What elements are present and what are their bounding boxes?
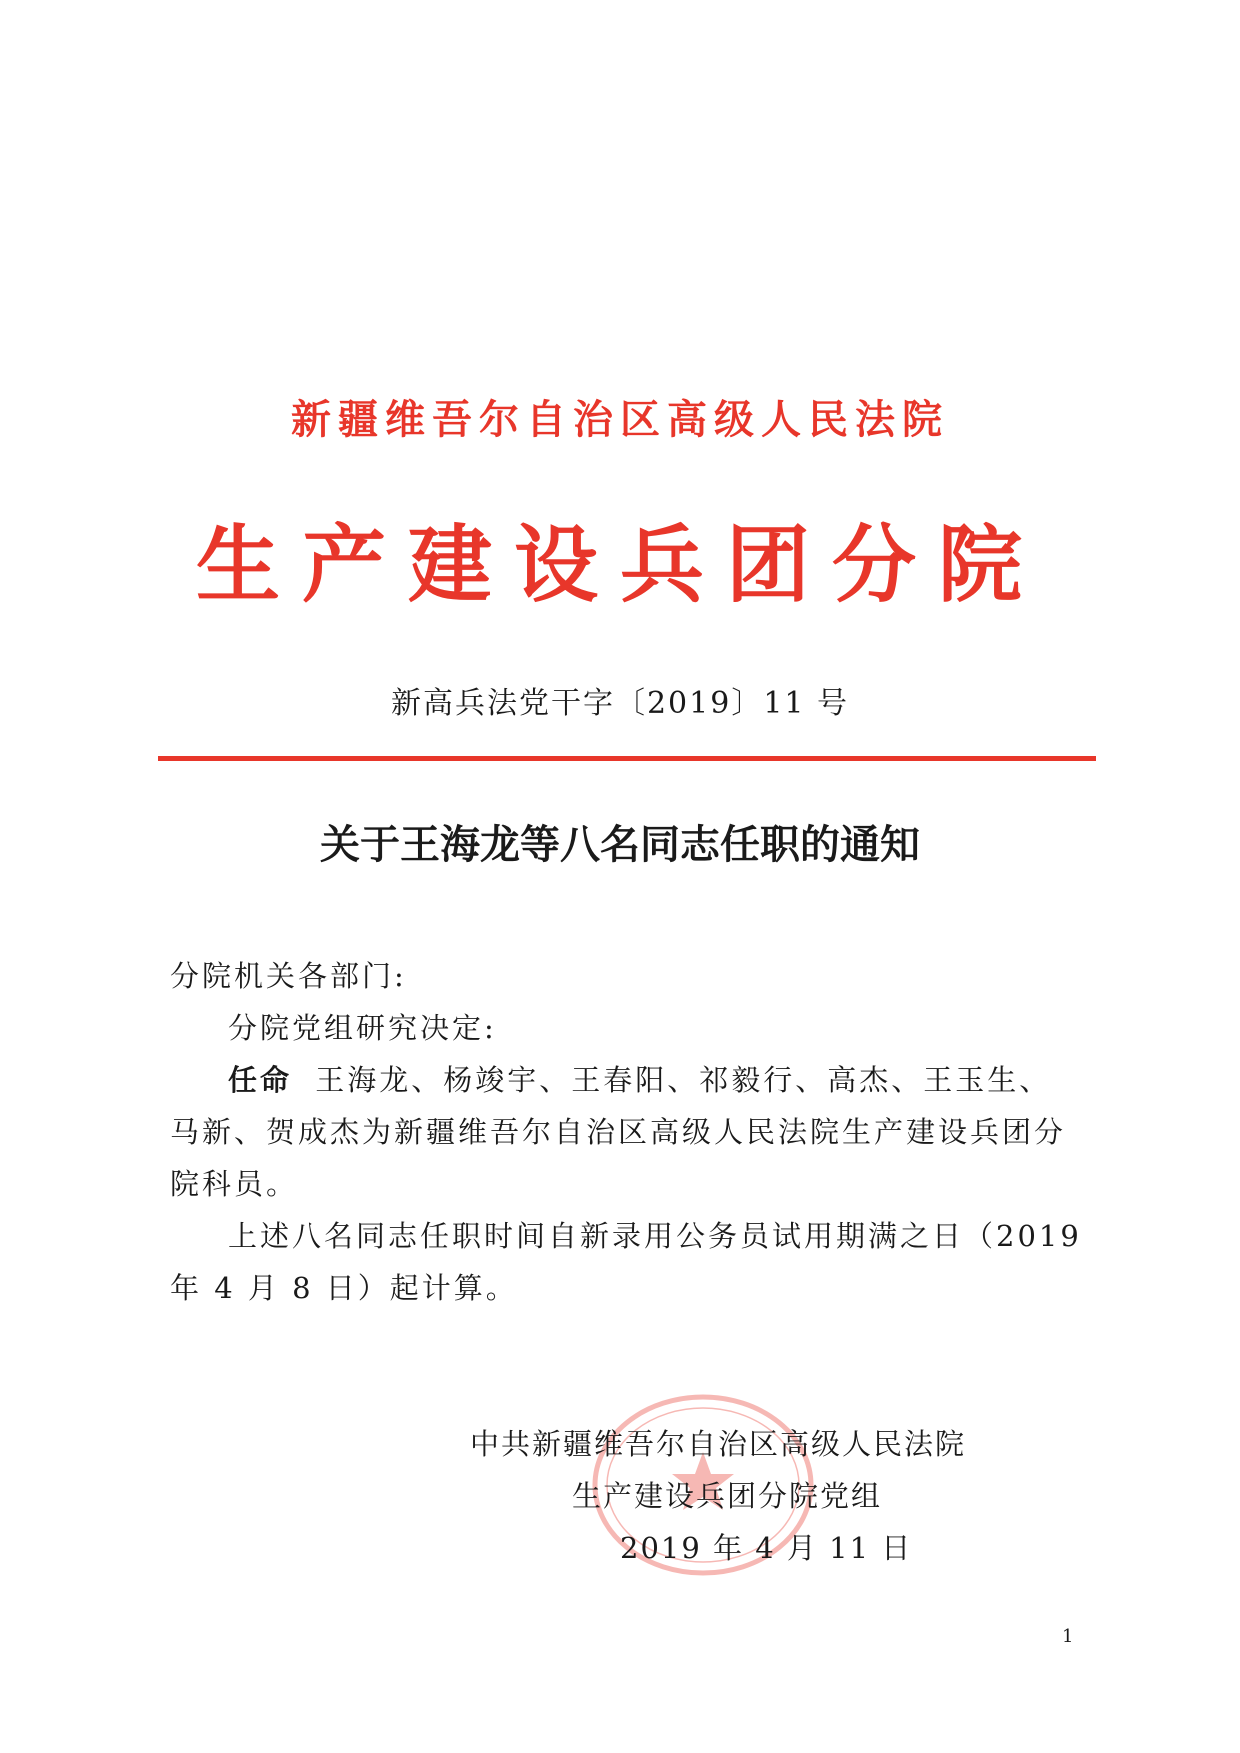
document-title: 关于王海龙等八名同志任职的通知 [320,821,920,868]
document-body [170,950,1082,1314]
signature-organization: 中共新疆维吾尔自治区高级人民法院 [470,1427,967,1461]
document-number: 新高兵法党干字〔2019〕11 号 [390,686,850,721]
timing-paragraph: 上述八名同志任职时间自新录用公务员试用期满之日（2019 年 4 月 8 日）起计算。 [170,1219,1082,1305]
signature-date: 2019 年 4 月 11 日 [620,1531,913,1565]
addressee: 分院机关各部门: [170,959,407,993]
appointment-paragraph [170,1054,1082,1210]
signature-party-group: 生产建设兵团分院党组 [572,1479,883,1513]
issuer-name-line1: 新疆维吾尔自治区高级人民法院 [291,396,949,443]
decision-statement: 分院党组研究决定: [228,1011,497,1045]
appointment-label: 任命 [228,1063,293,1097]
issuer-name-line2: 生产建设兵团分院 [195,515,1044,614]
page-number: 1 [1062,1626,1074,1647]
red-divider-line [158,756,1096,761]
appointment-text: 王海龙、杨竣宇、王春阳、祁毅行、高杰、王玉生、马新、贺成杰为新疆维吾尔自治区高级人民法院生产建设兵团分院科员。 [170,1063,1067,1201]
